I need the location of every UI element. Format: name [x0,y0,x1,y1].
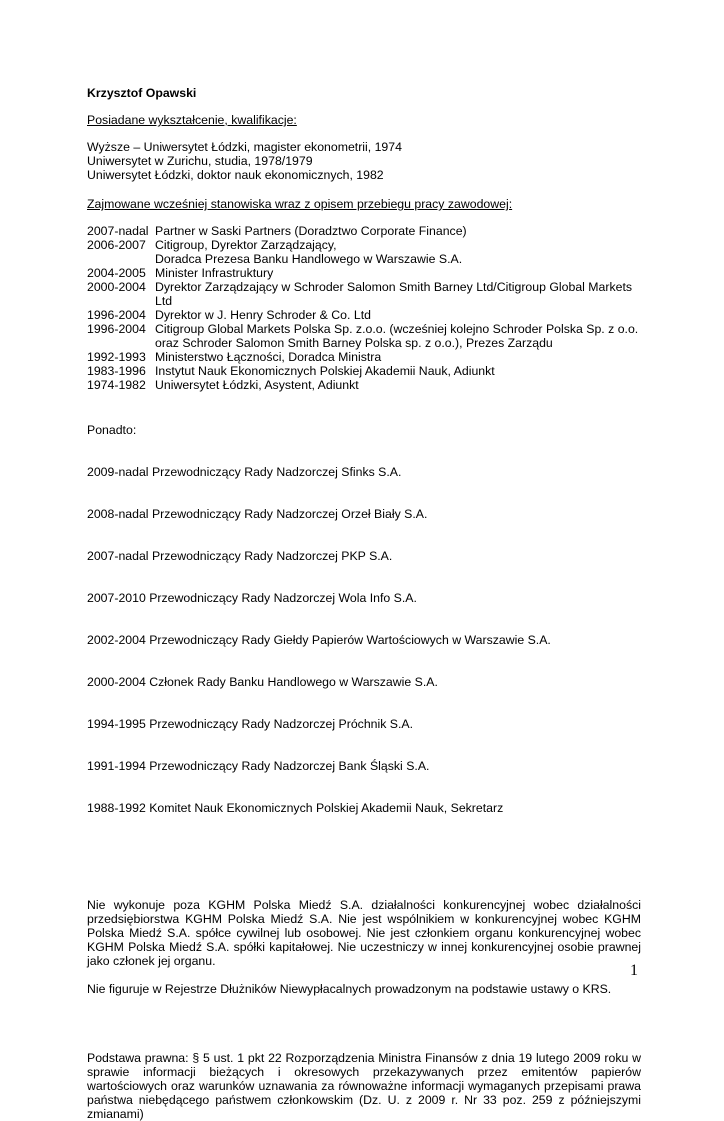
position-period: 2004-2005 [87,266,146,280]
additional-list [87,437,641,843]
position-row [87,308,641,322]
position-row [87,350,641,364]
position-row [87,322,641,350]
position-row [87,266,641,280]
position-text: Citigroup Global Markets Polska Sp. z.o.o. (wcześniej kolejno Schroder Polska Sp. z o.o. oraz Schroder Salomon Smith Barney Polska sp. z o.o.), Prezes Zarządu [155,322,639,350]
position-period: 1983-1996 [87,364,146,378]
position-period: 1996-2004 [87,308,146,322]
education-line: Uniwersytet w Zurichu, studia, 1978/1979 [87,154,313,168]
competition-statement: Nie wykonuje poza KGHM Polska Miedź S.A. działalności konkurencyjnej wobec działalności przedsiębiorstwa KGHM Polska Miedź S.A. Nie jest wspólnikiem w konkurencyjnej wobec KGHM Polska Miedź S.A. spółce cywilnej lub osobowej. Nie jest członkiem organu konkurencyjnej wobec KGHM Polska Miedź S.A. spółki kapitałowej. Nie uczestniczy w innej konkurencyjnej osobie prawnej jako członek jej organu. [87,898,641,968]
additional-item: 2000-2004 Członek Rady Banku Handlowego w Warszawie S.A. [87,675,438,689]
additional-item: 1991-1994 Przewodniczący Rady Nadzorczej Bank Śląski S.A. [87,759,430,773]
registry-statement: Nie figuruje w Rejestrze Dłużników Niewypłacalnych prowadzonym na podstawie ustawy o KRS. [87,982,612,996]
additional-item: 2008-nadal Przewodniczący Rady Nadzorczej Orzeł Biały S.A. [87,507,428,521]
positions-list [87,224,641,392]
additional-item: 2007-2010 Przewodniczący Rady Nadzorczej Wola Info S.A. [87,591,417,605]
position-period: 2000-2004 [87,280,146,294]
position-row [87,238,641,266]
position-text: Citigroup, Dyrektor Zarządzający, Doradca Prezesa Banku Handlowego w Warszawie S.A. [155,238,463,266]
position-period: 2006-2007 [87,238,146,252]
position-text: Minister Infrastruktury [155,266,274,280]
position-row [87,280,641,308]
position-period: 1996-2004 [87,322,146,336]
additional-item: 1994-1995 Przewodniczący Rady Nadzorczej Próchnik S.A. [87,717,414,731]
document-page [87,86,641,1121]
position-text: Dyrektor Zarządzający w Schroder Salomon Smith Barney Ltd/Citigroup Global Markets Ltd [155,280,633,308]
position-row [87,378,641,392]
education-line: Uniwersytet Łódzki, doktor nauk ekonomicznych, 1982 [87,168,384,182]
position-period: 1974-1982 [87,378,146,392]
position-text: Instytut Nauk Ekonomicznych Polskiej Akademii Nauk, Adiunkt [155,364,495,378]
additional-item: 2002-2004 Przewodniczący Rady Giełdy Papierów Wartościowych w Warszawie S.A. [87,633,551,647]
education-heading: Posiadane wykształcenie, kwalifikacje: [87,113,297,127]
additional-item: 2007-nadal Przewodniczący Rady Nadzorczej PKP S.A. [87,549,393,563]
position-period: 2007-nadal [87,224,149,238]
positions-heading: Zajmowane wcześniej stanowiska wraz z opisem przebiegu pracy zawodowej: [87,197,513,211]
position-text: Partner w Saski Partners (Doradztwo Corporate Finance) [155,224,467,238]
position-text: Uniwersytet Łódzki, Asystent, Adiunkt [155,378,359,392]
education-line: Wyższe – Uniwersytet Łódzki, magister ekonometrii, 1974 [87,140,402,154]
position-row [87,224,641,238]
education-list [87,140,641,182]
position-text: Ministerstwo Łączności, Doradca Ministra [155,350,382,364]
additional-item: 1988-1992 Komitet Nauk Ekonomicznych Polskiej Akademii Nauk, Sekretarz [87,801,504,815]
legal-basis: Podstawa prawna: § 5 ust. 1 pkt 22 Rozporządzenia Ministra Finansów z dnia 19 lutego 2009 roku w sprawie informacji bieżących i okresowych przekazywanych przez emitentów papierów wartościowych oraz warunków uznawania za równoważne informacji wymaganych przepisami prawa państwa niebędącego państwem członkowskim (Dz. U. z 2009 r. Nr 33 poz. 259 z późniejszymi zmianami) [87,1051,641,1121]
additional-heading: Ponadto: [87,423,137,437]
position-period: 1992-1993 [87,350,146,364]
additional-item: 2009-nadal Przewodniczący Rady Nadzorczej Sfinks S.A. [87,465,402,479]
position-row [87,364,641,378]
page-number: 1 [630,962,638,979]
position-text: Dyrektor w J. Henry Schroder & Co. Ltd [155,308,371,322]
person-name: Krzysztof Opawski [87,86,197,100]
